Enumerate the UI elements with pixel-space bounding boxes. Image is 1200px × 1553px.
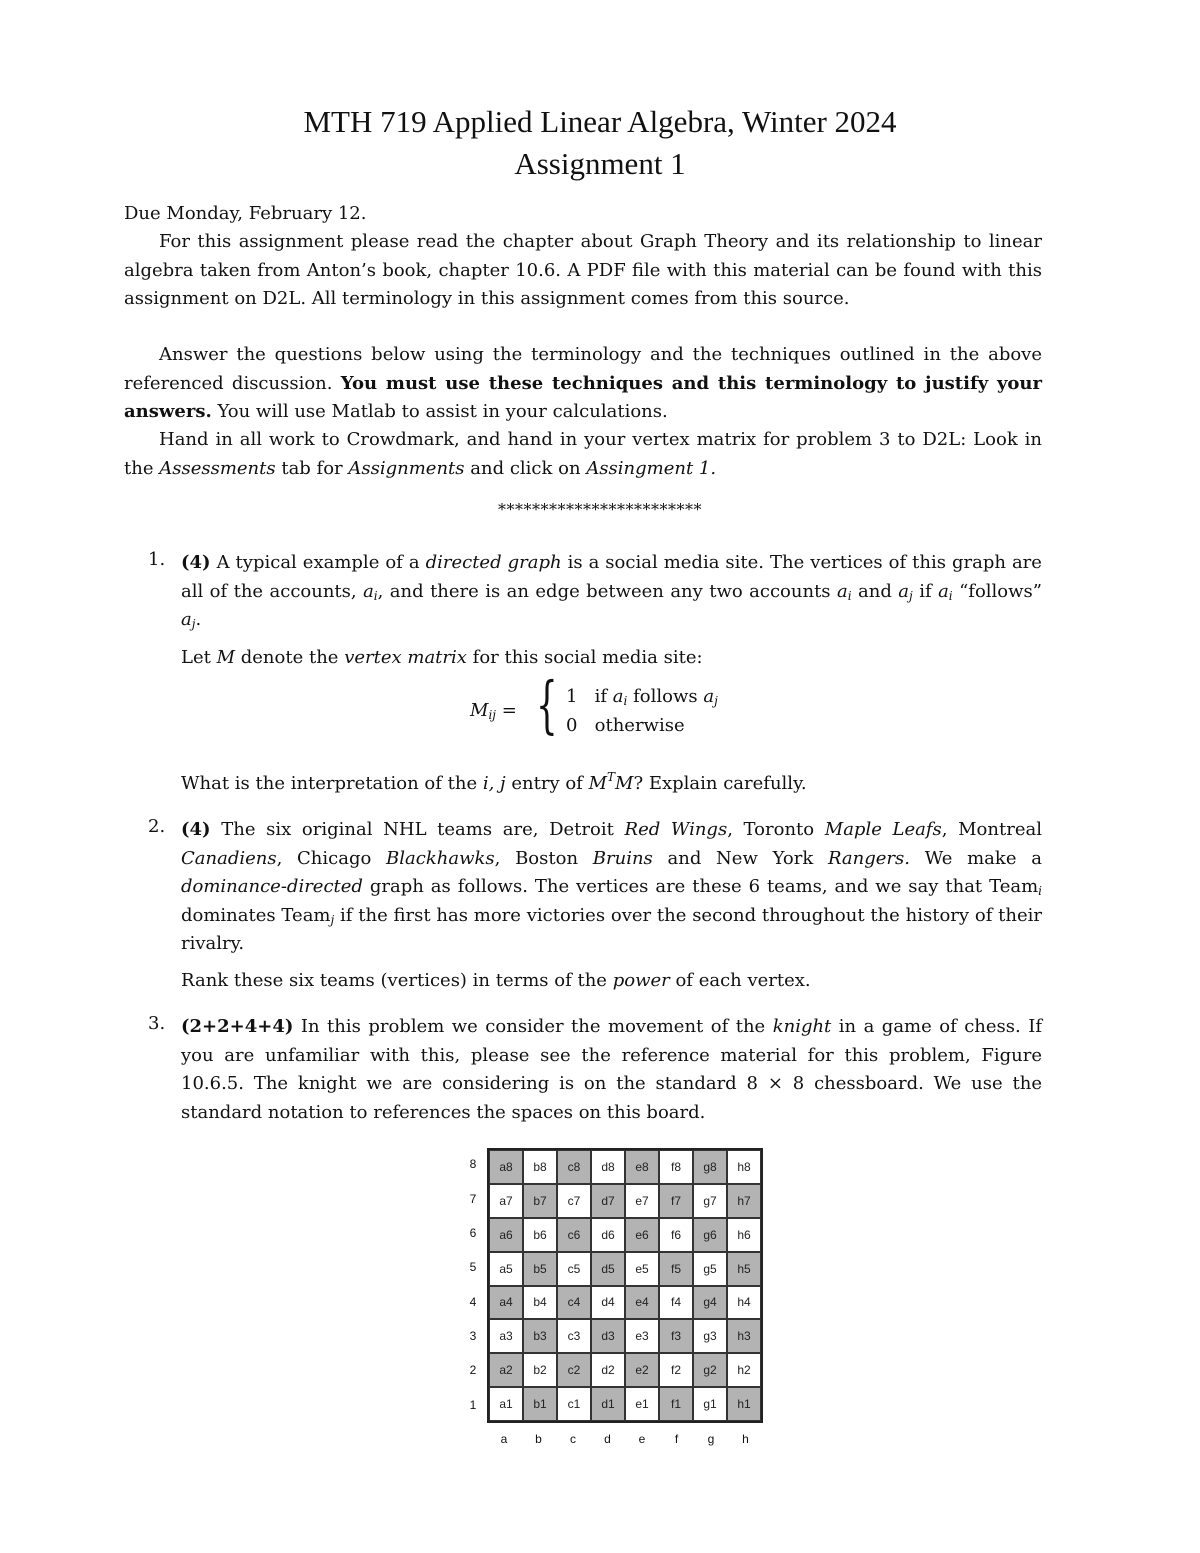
intro-paragraph-2: Answer the questions below using the terminology and the techniques outlined in the above referenced discussion. You must use these techniques and this terminology to justify your answers. You will use Matlab to assist in your calculations. [124, 344, 1042, 422]
square-d7: d7 [591, 1184, 625, 1218]
intro-paragraph-3: Hand in all work to Crowdmark, and hand in your vertex matrix for problem 3 to D2L: Look in the Assessments tab for Assignments and click on Assingment 1. [124, 429, 1042, 479]
square-g5: g5 [693, 1252, 727, 1286]
square-c4: c4 [557, 1286, 591, 1320]
rank-label: 5 [469, 1260, 477, 1275]
square-a1: a1 [489, 1387, 523, 1421]
square-e5: e5 [625, 1252, 659, 1286]
square-e1: e1 [625, 1387, 659, 1421]
square-a3: a3 [489, 1319, 523, 1353]
square-b8: b8 [523, 1150, 557, 1184]
square-b6: b6 [523, 1218, 557, 1252]
left-brace: { [536, 668, 558, 741]
square-d2: d2 [591, 1353, 625, 1387]
file-label: e [638, 1432, 646, 1446]
square-a5: a5 [489, 1252, 523, 1286]
square-f6: f6 [659, 1218, 693, 1252]
square-c1: c1 [557, 1387, 591, 1421]
square-e8: e8 [625, 1150, 659, 1184]
square-d3: d3 [591, 1319, 625, 1353]
rank-label: 8 [469, 1157, 477, 1172]
square-f5: f5 [659, 1252, 693, 1286]
square-h5: h5 [727, 1252, 761, 1286]
square-b5: b5 [523, 1252, 557, 1286]
square-h8: h8 [727, 1150, 761, 1184]
square-e2: e2 [625, 1353, 659, 1387]
rank-label: 1 [469, 1397, 477, 1412]
square-d5: d5 [591, 1252, 625, 1286]
square-h2: h2 [727, 1353, 761, 1387]
square-b7: b7 [523, 1184, 557, 1218]
rank-label: 7 [469, 1191, 477, 1206]
square-d4: d4 [591, 1286, 625, 1320]
square-h3: h3 [727, 1319, 761, 1353]
square-f1: f1 [659, 1387, 693, 1421]
square-a2: a2 [489, 1353, 523, 1387]
file-label: d [604, 1432, 611, 1446]
square-g1: g1 [693, 1387, 727, 1421]
square-b2: b2 [523, 1353, 557, 1387]
square-f2: f2 [659, 1353, 693, 1387]
square-e6: e6 [625, 1218, 659, 1252]
square-e4: e4 [625, 1286, 659, 1320]
square-e3: e3 [625, 1319, 659, 1353]
square-g3: g3 [693, 1319, 727, 1353]
square-h6: h6 [727, 1218, 761, 1252]
emphasis-text: You must use these techniques and this terminology to justify your answers. [124, 372, 1042, 422]
problem-1-question: What is the interpretation of the i, j entry of $M^TM$? Explain carefully. [181, 770, 807, 794]
square-d8: d8 [591, 1150, 625, 1184]
square-g8: g8 [693, 1150, 727, 1184]
page-subtitle: Assignment 1 [514, 146, 686, 181]
square-a4: a4 [489, 1286, 523, 1320]
square-f3: f3 [659, 1319, 693, 1353]
problem-1-let: Let M denote the vertex matrix for this social media site: [181, 647, 703, 668]
separator: ************************ [498, 500, 702, 519]
file-label: c [570, 1432, 576, 1446]
file-label: a [500, 1432, 508, 1446]
square-f7: f7 [659, 1184, 693, 1218]
chessboard [487, 1148, 763, 1423]
square-b3: b3 [523, 1319, 557, 1353]
file-label: h [742, 1432, 749, 1446]
file-label: f [674, 1432, 679, 1446]
square-a8: a8 [489, 1150, 523, 1184]
square-d6: d6 [591, 1218, 625, 1252]
square-d1: d1 [591, 1387, 625, 1421]
square-f4: f4 [659, 1286, 693, 1320]
square-a7: a7 [489, 1184, 523, 1218]
rank-label: 2 [469, 1363, 477, 1378]
problem-1-number: 1. [148, 549, 166, 570]
square-a6: a6 [489, 1218, 523, 1252]
square-g4: g4 [693, 1286, 727, 1320]
vertex-matrix-equation: $M_{ij}$ = { 1 if $a_i$ follows $a_j$ 0 otherwise [470, 668, 718, 741]
problem-3-text: (2+2+4+4) In this problem we consider the movement of the knight in a game of chess. If you are unfamiliar with this, please see the reference material for this problem, Figure 10.6.5. The knight we are considering is on the standard 8 × 8 chessboard. We use the standard notation to references the spaces on this board. [181, 1016, 1042, 1123]
problem-2-rank: Rank these six teams (vertices) in terms of the power of each vertex. [181, 970, 811, 991]
square-b4: b4 [523, 1286, 557, 1320]
square-c8: c8 [557, 1150, 591, 1184]
square-h7: h7 [727, 1184, 761, 1218]
square-e7: e7 [625, 1184, 659, 1218]
problem-2-number: 2. [148, 816, 166, 837]
square-c3: c3 [557, 1319, 591, 1353]
file-label: g [707, 1432, 715, 1446]
square-g6: g6 [693, 1218, 727, 1252]
square-g2: g2 [693, 1353, 727, 1387]
square-c5: c5 [557, 1252, 591, 1286]
square-h1: h1 [727, 1387, 761, 1421]
problem-1-text: (4) A typical example of a directed graph is a social media site. The vertices of this graph are all of the accounts, $a_i$, and there is an edge between any two accounts $a_i$ and $a_j$ if $a_i$ “follows” $a_j$. [181, 552, 1042, 631]
rank-label: 6 [469, 1225, 477, 1240]
square-c6: c6 [557, 1218, 591, 1252]
square-b1: b1 [523, 1387, 557, 1421]
problem-3-number: 3. [148, 1013, 166, 1034]
file-label: b [535, 1432, 542, 1446]
square-c2: c2 [557, 1353, 591, 1387]
square-f8: f8 [659, 1150, 693, 1184]
rank-label: 4 [469, 1294, 477, 1309]
intro-paragraph-1: For this assignment please read the chapter about Graph Theory and its relationship to linear algebra taken from Anton’s book, chapter 10.6. A PDF file with this material can be found with this assignment on D2L. All terminology in this assignment comes from this source. [124, 231, 1042, 309]
square-h4: h4 [727, 1286, 761, 1320]
due-date: Due Monday, February 12. [124, 203, 367, 224]
square-c7: c7 [557, 1184, 591, 1218]
rank-label: 3 [469, 1329, 477, 1344]
square-g7: g7 [693, 1184, 727, 1218]
problem-2-text: (4) The six original NHL teams are, Detroit Red Wings, Toronto Maple Leafs, Montreal Canadiens, Chicago Blackhawks, Boston Bruins and New York Rangers. We make a dominance-directed graph as follows. The vertices are these 6 teams, and we say that Team$_i$ dominates Team$_j$ if the first has more victories over the second throughout the history of their rivalry. [181, 819, 1042, 954]
page-title: MTH 719 Applied Linear Algebra, Winter 2024 [303, 104, 897, 139]
